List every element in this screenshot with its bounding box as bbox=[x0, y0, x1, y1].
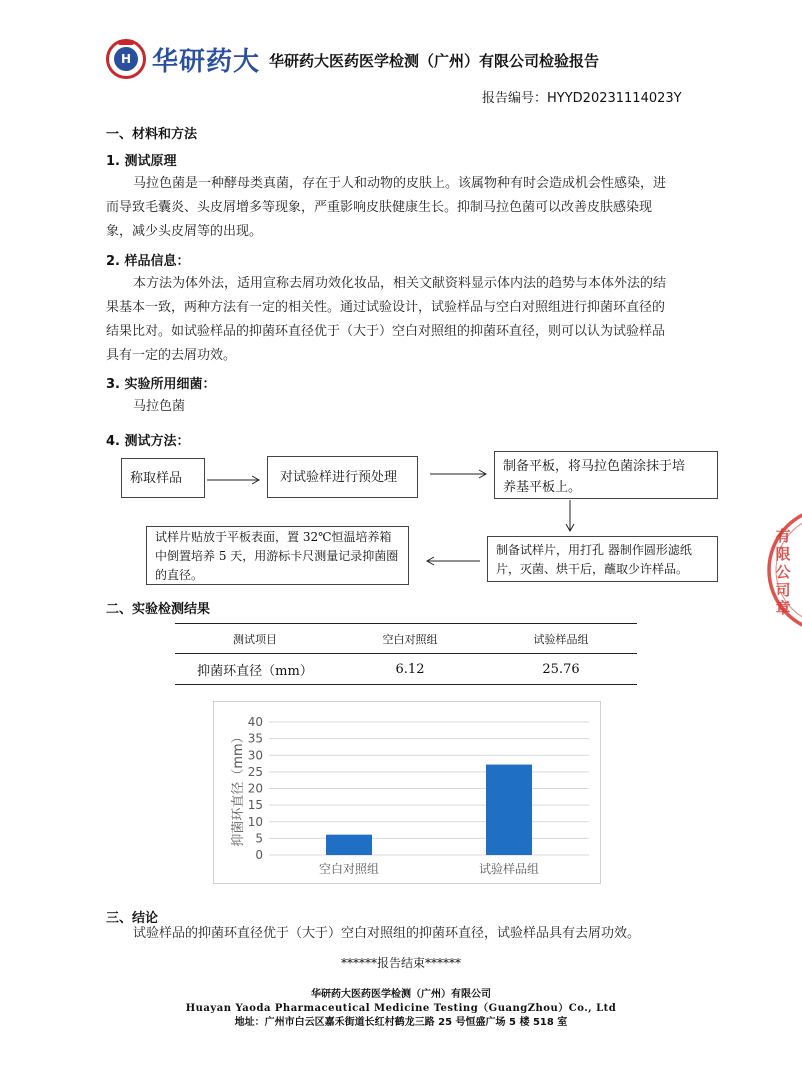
logo-text: 华研药大 bbox=[152, 46, 261, 77]
sample-line-1: 本方法为体外法，适用宣称去屑功效化妆品，相关文献资料显示体内法的趋势与本体外法的结 bbox=[133, 276, 667, 291]
bacteria-heading: 3. 实验所用细菌： bbox=[106, 377, 216, 392]
y-tick-label: 10 bbox=[247, 814, 263, 829]
row-sample-value: 25.76 bbox=[542, 661, 580, 677]
y-tick-label: 5 bbox=[255, 831, 263, 846]
flow-step4-line1: 制备试样片，用打孔 器制作圆形滤纸 bbox=[496, 543, 692, 557]
y-axis-label: 抑菌环直径（mm） bbox=[231, 730, 246, 847]
results-table bbox=[175, 623, 637, 685]
row-label: 抑菌环直径（mm） bbox=[197, 663, 313, 679]
header-test-sample: 试验样品组 bbox=[533, 632, 589, 646]
flow-step1-label: 称取样品 bbox=[130, 471, 183, 486]
table-row bbox=[175, 654, 637, 684]
flow-step2-label: 对试验样进行预处理 bbox=[280, 470, 398, 485]
report-end-mark: ******报告结束****** bbox=[340, 956, 461, 970]
flow-step5-line2: 中倒置培养 5 天，用游标卡尺测量记录抑菌圈 bbox=[155, 549, 399, 563]
footer-company-cn: 华研药大医药医学检测（广州）有限公司 bbox=[311, 989, 491, 1000]
y-tick-label: 35 bbox=[247, 731, 263, 746]
principle-line-2: 而导致毛囊炎、头皮屑增多等现象，严重影响皮肤健康生长。抑制马拉色菌可以改善皮肤感染现 bbox=[106, 200, 653, 215]
principle-line-3: 象，减少头皮屑等的出现。 bbox=[106, 224, 263, 239]
y-tick-label: 25 bbox=[247, 764, 263, 779]
results-chart-svg bbox=[214, 702, 600, 883]
header-blank-control: 空白对照组 bbox=[382, 632, 438, 646]
company-seal-stamp bbox=[761, 505, 802, 635]
sample-line-3: 结果比对。如试验样品的抑菌环直径优于（大于）空白对照组的抑菌环直径，则可以认为试验样品 bbox=[106, 324, 666, 339]
report-number: 报告编号：HYYD20231114023Y bbox=[482, 91, 682, 106]
footer-company-en: Huayan Yaoda Pharmaceutical Medicine Testing（GuangZhou）Co., Ltd bbox=[185, 1003, 617, 1014]
footer-address: 地址：广州市白云区嘉禾街道长红村鹤龙三路 25 号恒盛广场 5 楼 518 室 bbox=[234, 1017, 568, 1028]
y-tick-label: 15 bbox=[247, 798, 263, 813]
stamp-text: 有限公司章 bbox=[775, 527, 791, 617]
results-chart bbox=[213, 701, 601, 884]
conclusion-text bbox=[133, 922, 640, 946]
flow-step3-line1: 制备平板，将马拉色菌涂抹于培 bbox=[503, 459, 686, 474]
x-tick-label: 试验样品组 bbox=[478, 862, 540, 876]
section2-heading: 二、实验检测结果 bbox=[106, 602, 211, 617]
bar-0 bbox=[326, 835, 372, 855]
flow-step5-line3: 的直径。 bbox=[155, 568, 204, 582]
test-principle-heading: 1. 测试原理 bbox=[106, 154, 177, 169]
header-test-item: 测试项目 bbox=[233, 632, 277, 646]
y-tick-label: 0 bbox=[255, 848, 263, 862]
bacteria-name: 马拉色菌 bbox=[133, 399, 186, 414]
x-tick-label: 空白对照组 bbox=[318, 862, 380, 876]
results-table-header bbox=[175, 624, 637, 654]
bar-1 bbox=[486, 765, 532, 855]
logo-seal-letter: H bbox=[114, 47, 138, 71]
section1-heading: 一、材料和方法 bbox=[106, 127, 198, 142]
conclusion-line: 试验样品的抑菌环直径优于（大于）空白对照组的抑菌环直径，试验样品具有去屑功效。 bbox=[133, 926, 641, 941]
y-tick-label: 30 bbox=[247, 748, 263, 763]
row-blank-value: 6.12 bbox=[395, 661, 425, 677]
sample-line-2: 果基本一致，两种方法有一定的相关性。通过试验设计，试验样品与空白对照组进行抑菌环直径的 bbox=[106, 300, 666, 315]
flow-step4-line2: 片，灭菌、烘干后，蘸取少许样品。 bbox=[496, 562, 689, 576]
y-tick-label: 20 bbox=[247, 781, 263, 796]
section3-heading: 三、结论 bbox=[106, 911, 159, 926]
y-tick-label: 40 bbox=[247, 715, 263, 729]
flow-step5-line1: 试样片贴放于平板表面，置 32℃恒温培养箱 bbox=[155, 530, 392, 544]
sample-info-heading: 2. 样品信息： bbox=[106, 254, 190, 269]
principle-line-1: 马拉色菌是一种酵母类真菌，存在于人和动物的皮肤上。该属物种有时会造成机会性感染，进 bbox=[133, 176, 667, 191]
flow-step3-line2: 养基平板上。 bbox=[503, 480, 582, 495]
test-method-heading: 4. 测试方法： bbox=[106, 434, 190, 449]
report-title: 华研药大医药医学检测（广州）有限公司检验报告 bbox=[269, 52, 600, 70]
sample-line-4: 具有一定的去屑功效。 bbox=[106, 348, 237, 363]
